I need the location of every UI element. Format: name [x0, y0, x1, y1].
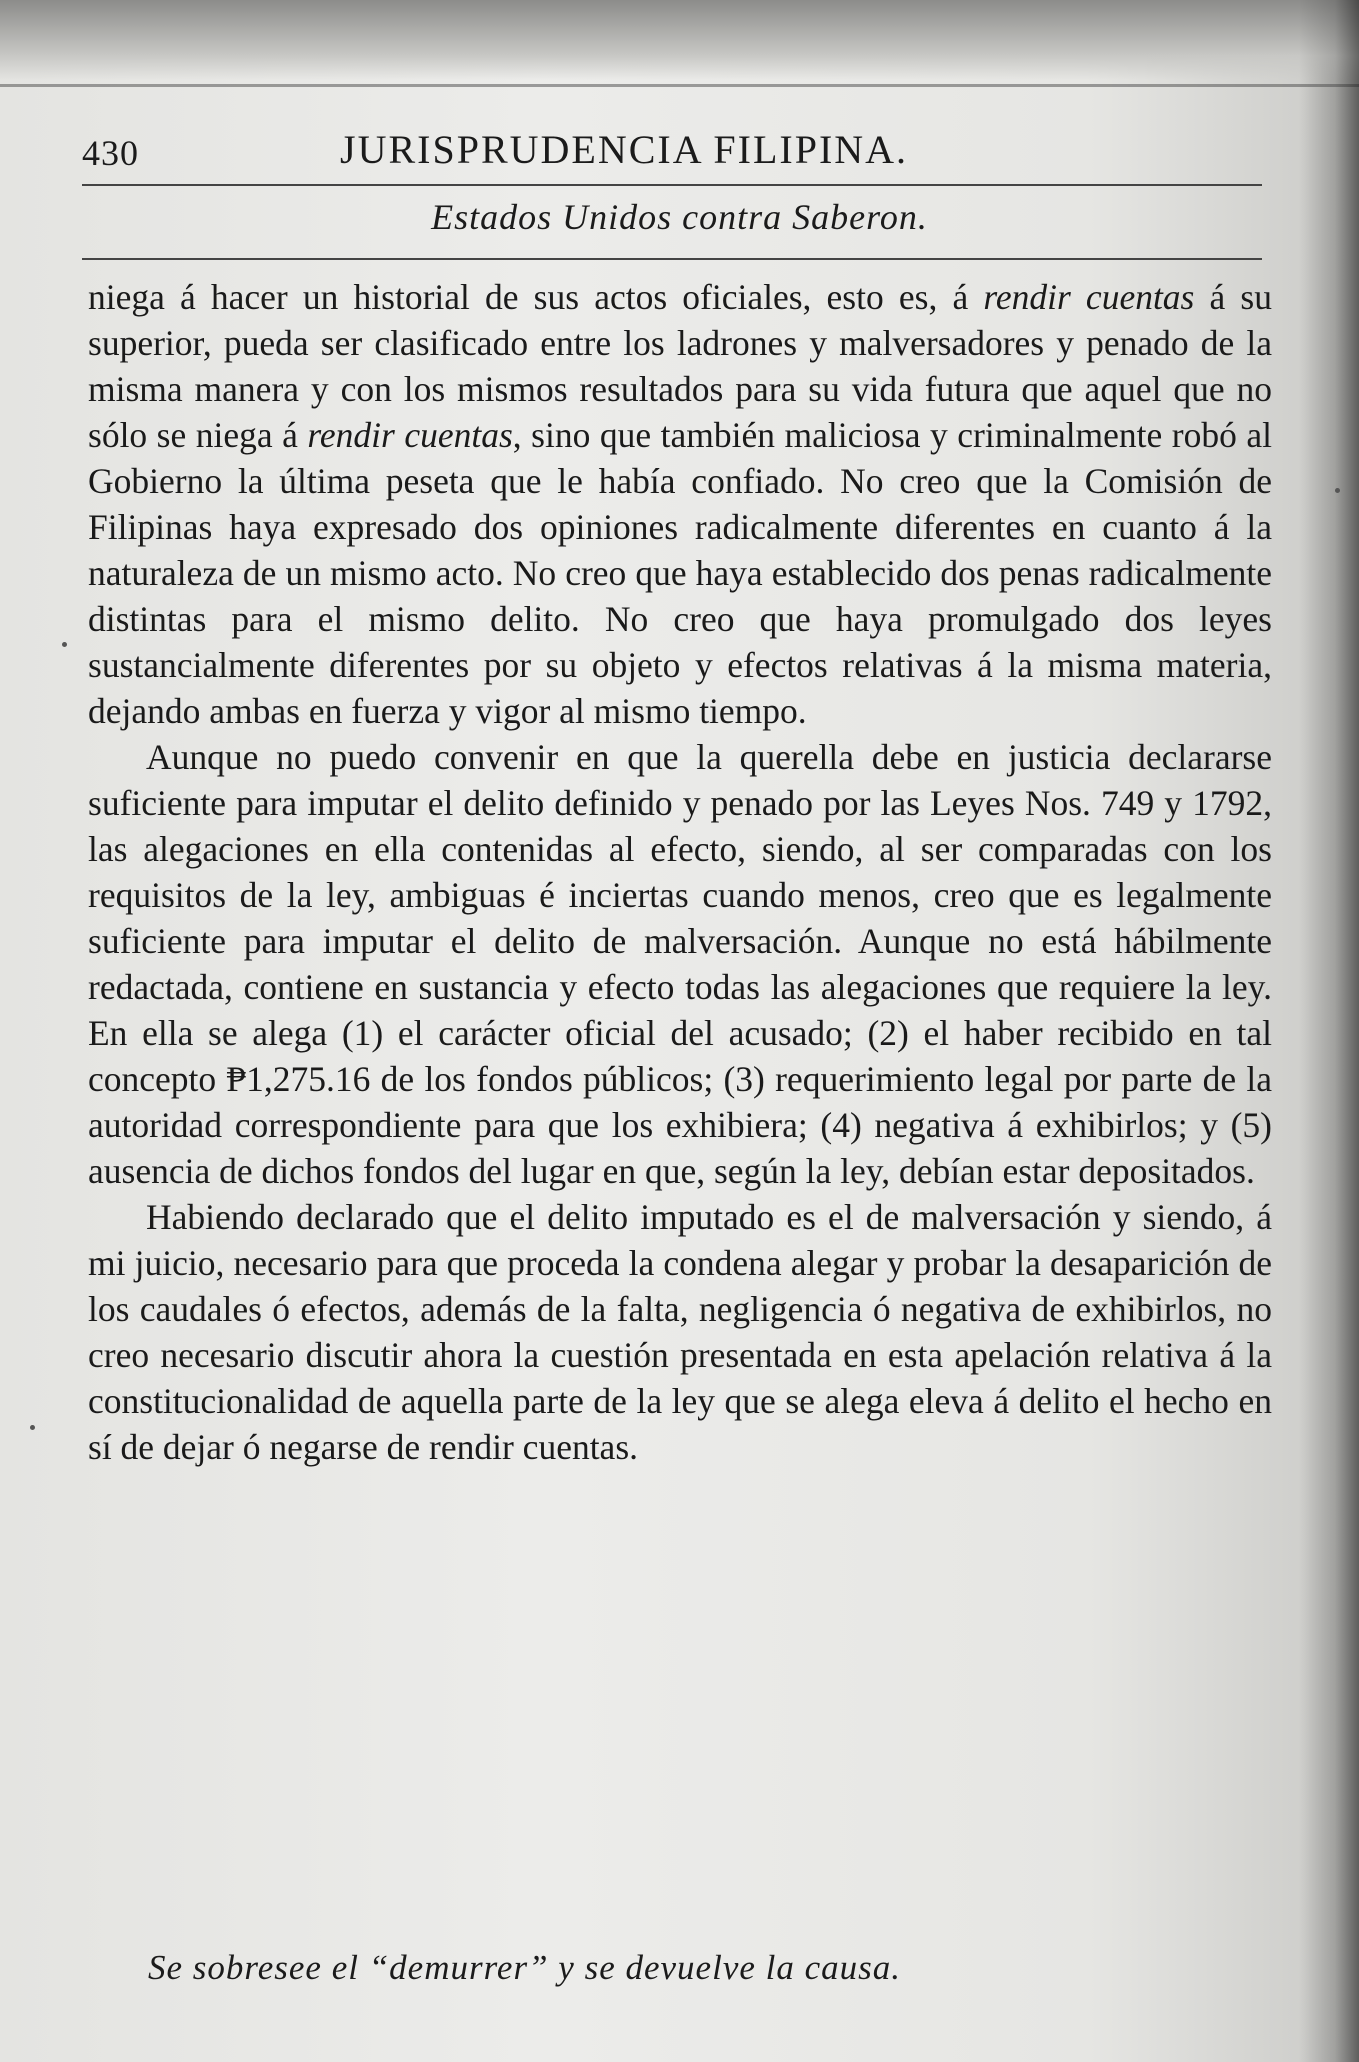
running-head: JURISPRUDENCIA FILIPINA. [340, 127, 909, 172]
top-edge-line [0, 84, 1359, 87]
speck [62, 642, 67, 647]
header-rule [82, 184, 1262, 186]
top-shadow [0, 0, 1359, 80]
text-run-italic: rendir cuentas [307, 415, 513, 455]
page-number: 430 [82, 133, 139, 173]
paragraph-3 [88, 1194, 1272, 1470]
title-rule [82, 258, 1262, 260]
paragraph-2 [88, 734, 1272, 1194]
speck [30, 1425, 35, 1430]
page-header [82, 118, 1262, 178]
text-run-italic: rendir cuentas [983, 277, 1195, 317]
speck [1335, 488, 1340, 493]
text-run: niega á hacer un historial de sus actos oficiales, esto es, á [88, 277, 984, 317]
closing-line: Se sobresee el “demurrer” y se devuelve la causa. [148, 1948, 902, 1987]
body-text [88, 274, 1272, 1470]
text-run: , sino que también maliciosa y criminalmente robó al Gobierno la última peseta que le había confiado. No creo que la Comisión de Filipinas haya expresado dos opiniones radicalmente diferentes en cuanto á la naturaleza de un mismo acto. No creo que haya establecido dos penas radicalmente distintas para el mismo delito. No creo que haya promulgado dos leyes sustancialmente diferentes por su objeto y efectos relativas á la misma materia, dejando ambas en fuerza y vigor al mismo tiempo. [88, 415, 1273, 731]
text-run: Habiendo declarado que el delito imputado es el de malversación y siendo, á mi juicio, necesario para que proceda la condena alegar y probar la desaparición de los caudales ó efectos, además de la falta, negligencia ó negativa de exhibirlos, no creo necesario discutir ahora la cuestión presentada en esta apelación relativa á la constitucionalidad de aquella parte de la ley que se alega eleva á delito el hecho en sí de dejar ó negarse de rendir cuentas. [88, 1197, 1272, 1467]
text-run: á su superior, pueda ser clasificado entre los ladrones y malversadores y penado de la misma manera y con los mismos resultados para su vida futura que aquel que no sólo se niega á [88, 277, 1272, 455]
case-title: Estados Unidos contra Saberon. [431, 197, 928, 237]
paragraph-1 [88, 274, 1272, 734]
right-edge-shadow [1299, 0, 1359, 2062]
text-run: Aunque no puedo convenir en que la querella debe en justicia declararse suficiente para imputar el delito definido y penado por las Leyes Nos. 749 y 1792, las alegaciones en ella contenidas al efecto, siendo, al ser comparadas con los requisitos de la ley, ambiguas é inciertas cuando menos, creo que es legalmente suficiente para imputar el delito de malversación. Aunque no está hábilmente redactada, contiene en sustancia y efecto todas las alegaciones que requiere la ley. En ella se alega (1) el carácter oficial del acusado; (2) el haber recibido en tal concepto ₱1,275.16 de los fondos públicos; (3) requerimiento legal por parte de la autoridad correspondiente para que los exhibiera; (4) negativa á exhibirlos; y (5) ausencia de dichos fondos del lugar en que, según la ley, debían estar depositados. [88, 737, 1272, 1191]
